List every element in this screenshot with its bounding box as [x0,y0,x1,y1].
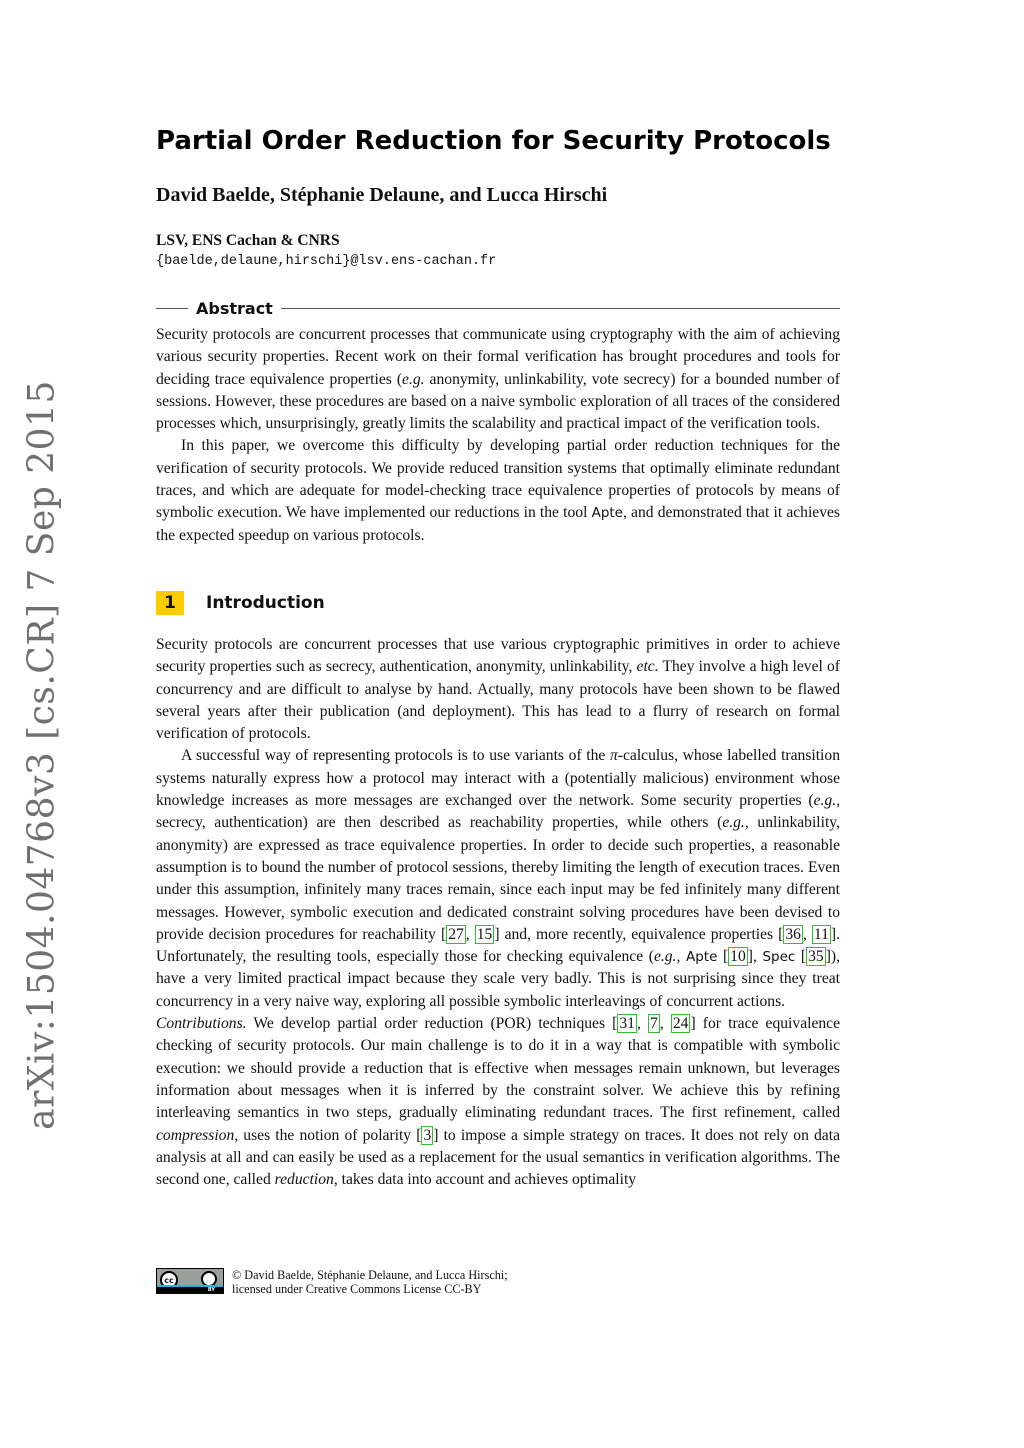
citation-link[interactable]: 27 [448,925,464,943]
abstract-paragraph: Security protocols are concurrent processes that communicate using cryptography with the aim of achieving various security properties. Recent work on their formal verification has brought procedures and tools for deciding trace equivalence properties (e.g. anonymity, unlinkability, vote secrecy) for a bounded number of sessions. However, these procedures are based on a naive symbolic exploration of all traces of the considered processes which, unsurprisingly, greatly limits the scalability and practical impact of the verification tools. [156,326,840,433]
citation-link[interactable]: 7 [650,1015,658,1033]
body-paragraph: Contributions. We develop partial order reduction (POR) techniques [ 31 , 7 , 24 ] for trace equivalence checking of security protocols. Our main challenge is to do it in a way that is compatible with symbolic execution: we should provide a reduction that is effective when messages remain unknown, but leverages information about messages when it is inferred by the constraint solver. We achieve this by refining interleaving semantics in two steps, gradually eliminating redundant traces. The first refinement, called compression, uses the notion of polarity [ 3 ] to impose a simple strategy on traces. It does not rely on data analysis at all and can easily be used as a replacement for the usual semantics in verification algorithms. The second one, called reduction, takes data into account and achieves optimality [156,1015,841,1189]
introduction-body [156,634,840,1191]
citation-link[interactable]: 31 [619,1015,635,1033]
abstract-body [156,324,840,547]
citation-link[interactable]: 10 [730,948,746,966]
paragraph-label: Contributions. [156,1015,247,1033]
arxiv-identifier: arXiv:1504.04768v3 [cs.CR] 7 Sep 2015 [21,380,63,1130]
tool-name: Apte [591,505,623,522]
paper-authors: David Baelde, Stéphanie Delaune, and Lucca Hirschi [156,184,608,206]
citation-link[interactable]: 24 [672,1015,689,1033]
citation-link[interactable]: 15 [476,925,493,943]
by-label: BY [207,1287,215,1293]
citation-link[interactable]: 3 [423,1126,432,1144]
rule-line [156,308,188,309]
section-title: Introduction [206,593,325,613]
tool-name: Spec [762,949,796,966]
body-paragraph: Security protocols are concurrent processes that use various cryptographic primitives in order to achieve security properties such as secrecy, authentication, anonymity, unlinkability, etc. They involve a high level of concurrency and are difficult to analyse by hand. Actually, many protocols have been shown to be flawed several years after their publication (and deployment). This has lead to a flurry of research on formal verification of protocols. [156,636,840,743]
affiliation: LSV, ENS Cachan & CNRS [156,232,340,249]
copyright-line: © David Baelde, Stéphanie Delaune, and Lucca Hirschi; [232,1268,508,1282]
arxiv-sidebar [12,380,72,1130]
license-line: licensed under Creative Commons License CC-BY [232,1282,482,1296]
abstract-heading: Abstract [196,298,273,318]
citation-link[interactable]: 36 [785,925,801,943]
section-number: 1 [156,591,184,615]
section-heading [156,591,325,615]
cc-by-badge-icon[interactable] [156,1268,224,1294]
license-text [232,1268,508,1296]
citation-link[interactable]: 35 [808,948,824,966]
body-paragraph: A successful way of representing protocols is to use variants of the π-calculus, whose labelled transition systems naturally express how a protocol may interact with a (potentially malicious) environment whose knowledge increases as more messages are exchanged over the network. Some security properties (e.g., secrecy, authentication) are then described as reachability properties, while others (e.g., unlinkability, anonymity) are expressed as trace equivalence properties. In order to decide such properties, a reasonable assumption is to bound the number of protocol sessions, thereby limiting the length of execution traces. Even under this assumption, infinitely many traces remain, since each input may be fed infinitely many different messages. However, symbolic execution and dedicated constraint solving procedures have been devised to provide decision procedures for reachability [ 27 , 15 ] and, more recently, equivalence properties [ 36 , 11 ]. Unfortunately, the resulting tools, especially those for checking equivalence (e.g., Apte [ 10 ], Spec [ 35 ]), have a very limited practical impact because they scale very badly. This is not surprising since they treat concurrency in a very naive way, exploring all possible symbolic interleavings of concurrent actions. [156,747,841,1010]
license-footer [156,1268,508,1298]
rule-line [281,308,840,309]
citation-link[interactable]: 11 [813,925,829,943]
tool-name: Apte [685,949,718,966]
author-emails[interactable]: {baelde,delaune,hirschi}@lsv.ens-cachan.fr [156,254,497,269]
abstract-header [156,298,840,318]
paper-title: Partial Order Reduction for Security Protocols [156,126,831,156]
abstract-paragraph: In this paper, we overcome this difficulty by developing partial order reduction techniques for the verification of security protocols. We provide reduced transition systems that optimally eliminate redundant traces, and which are adequate for model-checking trace equivalence properties of protocols by means of symbolic execution. We have implemented our reductions in the tool Apte, and demonstrated that it achieves the expected speedup on various protocols. [156,437,841,544]
cc-icon: cc [160,1271,178,1289]
